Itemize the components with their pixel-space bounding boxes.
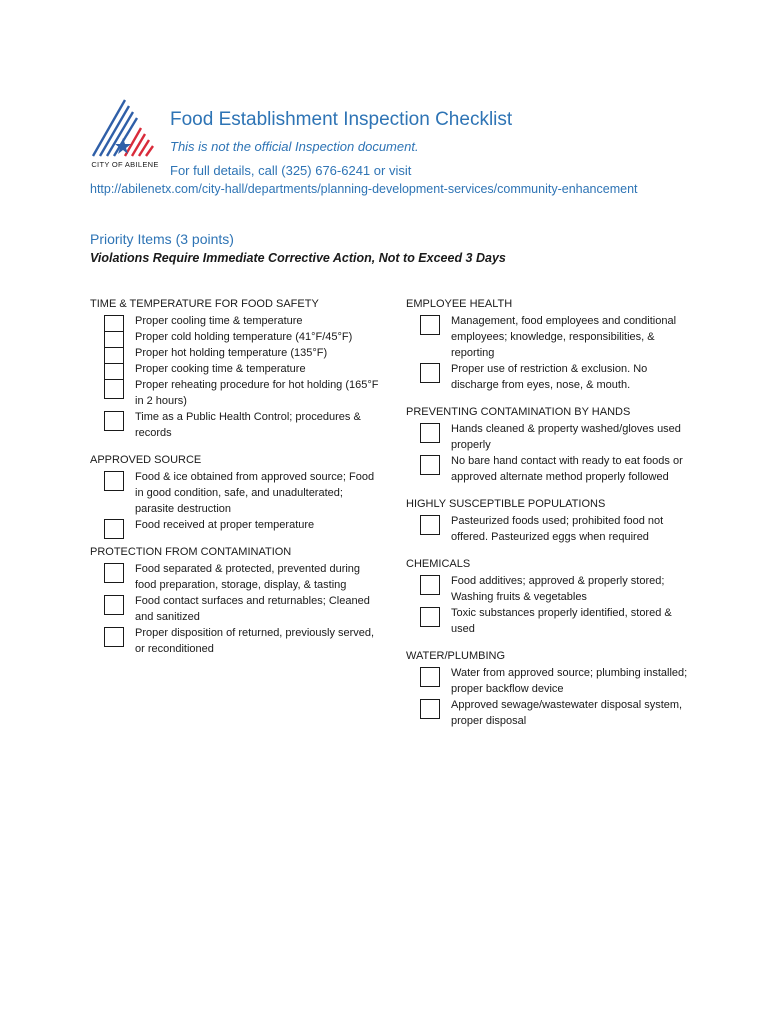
checkbox[interactable] — [104, 519, 124, 539]
disclaimer-text: This is not the official Inspection document. — [170, 139, 419, 154]
left-column — [90, 297, 380, 669]
checklist-item-label: Food & ice obtained from approved source; Food in good condition, safe, and unadulterated; parasite destruction — [135, 471, 375, 515]
checklist-item — [90, 409, 380, 441]
checkbox[interactable] — [420, 315, 440, 335]
checkbox[interactable] — [104, 627, 124, 647]
checkbox[interactable] — [420, 455, 440, 475]
checklist-item — [90, 313, 380, 329]
checklist-item — [406, 361, 696, 393]
checklist-item — [90, 345, 380, 361]
checklist-item-label: Management, food employees and conditional employees; knowledge, responsibilities, & reporting — [451, 315, 677, 359]
checklist-item-label: Proper cold holding temperature (41°F/45°F) — [135, 331, 353, 343]
section-heading: PROTECTION FROM CONTAMINATION — [90, 546, 292, 558]
checklist-item — [90, 561, 380, 593]
abilene-logo-icon — [89, 98, 161, 160]
checklist-section — [406, 649, 696, 729]
checklist-item-label: Proper use of restriction & exclusion. No discharge from eyes, nose, & mouth. — [451, 363, 648, 391]
checklist-item-label: Toxic substances properly identified, stored & used — [451, 607, 672, 635]
checklist-item-label: Food received at proper temperature — [135, 519, 315, 531]
priority-subheading: Violations Require Immediate Corrective Action, Not to Exceed 3 Days — [90, 251, 506, 265]
checklist-item — [406, 421, 696, 453]
checklist-section — [406, 557, 696, 637]
checkbox[interactable] — [420, 699, 440, 719]
contact-details: For full details, call (325) 676-6241 or visit — [170, 163, 412, 178]
checklist-item — [406, 513, 696, 545]
section-heading: PREVENTING CONTAMINATION BY HANDS — [406, 406, 631, 418]
checklist-item — [406, 605, 696, 637]
section-heading: APPROVED SOURCE — [90, 454, 202, 466]
checklist-item-label: Approved sewage/wastewater disposal system, proper disposal — [451, 699, 683, 727]
checklist-item — [406, 665, 696, 697]
checkbox[interactable] — [420, 515, 440, 535]
checklist-item-label: Proper reheating procedure for hot holding (165°F in 2 hours) — [135, 379, 379, 407]
checkbox[interactable] — [420, 607, 440, 627]
checkbox[interactable] — [420, 423, 440, 443]
checklist-item-label: Proper cooling time & temperature — [135, 315, 303, 327]
checklist-item-label: Water from approved source; plumbing installed; proper backflow device — [451, 667, 688, 695]
section-heading: WATER/PLUMBING — [406, 650, 506, 662]
checkbox[interactable] — [104, 471, 124, 491]
page-title: Food Establishment Inspection Checklist — [170, 109, 513, 130]
checkbox[interactable] — [420, 667, 440, 687]
details-url[interactable]: http://abilenetx.com/city-hall/departments/planning-development-services/community-enhancement — [90, 182, 638, 196]
checklist-item — [90, 625, 380, 657]
checklist-item — [90, 377, 380, 409]
checkbox[interactable] — [420, 363, 440, 383]
checklist-section — [90, 453, 380, 533]
checklist-item-label: Hands cleaned & property washed/gloves used properly — [451, 423, 681, 451]
checkbox[interactable] — [104, 595, 124, 615]
priority-heading: Priority Items (3 points) — [90, 231, 234, 247]
section-heading: EMPLOYEE HEALTH — [406, 298, 513, 310]
checklist-item-label: Proper hot holding temperature (135°F) — [135, 347, 328, 359]
checklist-section — [90, 297, 380, 441]
section-heading: HIGHLY SUSCEPTIBLE POPULATIONS — [406, 498, 606, 510]
checklist-item — [90, 329, 380, 345]
checklist-section — [406, 405, 696, 485]
checklist-item — [90, 517, 380, 533]
checklist-item — [406, 453, 696, 485]
checklist-item — [406, 313, 696, 361]
checklist-item-label: Pasteurized foods used; prohibited food not offered. Pasteurized eggs when required — [451, 515, 664, 543]
checklist-item-label: Time as a Public Health Control; procedures & records — [135, 411, 361, 439]
checklist-item-label: Proper disposition of returned, previously served, or reconditioned — [135, 627, 375, 655]
checklist-item — [406, 697, 696, 729]
checklist-item — [90, 361, 380, 377]
checkbox[interactable] — [104, 411, 124, 431]
checklist-item — [90, 593, 380, 625]
right-column — [406, 297, 696, 741]
checklist-item — [406, 573, 696, 605]
checklist-section — [90, 545, 380, 657]
checklist-section — [406, 297, 696, 393]
logo-text: CITY OF ABILENE — [91, 160, 159, 169]
section-heading: CHEMICALS — [406, 558, 471, 570]
checklist-item-label: Food separated & protected, prevented during food preparation, storage, display, & tasting — [135, 563, 361, 591]
checklist-item-label: Food contact surfaces and returnables; Cleaned and sanitized — [135, 595, 370, 623]
checkbox[interactable] — [104, 379, 124, 399]
city-of-abilene-logo — [89, 98, 161, 176]
checklist-item-label: No bare hand contact with ready to eat foods or approved alternate method properly followed — [451, 455, 683, 483]
checklist-section — [406, 497, 696, 545]
checkbox[interactable] — [420, 575, 440, 595]
checklist-item-label: Proper cooking time & temperature — [135, 363, 306, 375]
checklist-item-label: Food additives; approved & properly stored; Washing fruits & vegetables — [451, 575, 665, 603]
checkbox[interactable] — [104, 563, 124, 583]
checklist-item — [90, 469, 380, 517]
section-heading: TIME & TEMPERATURE FOR FOOD SAFETY — [90, 298, 319, 310]
